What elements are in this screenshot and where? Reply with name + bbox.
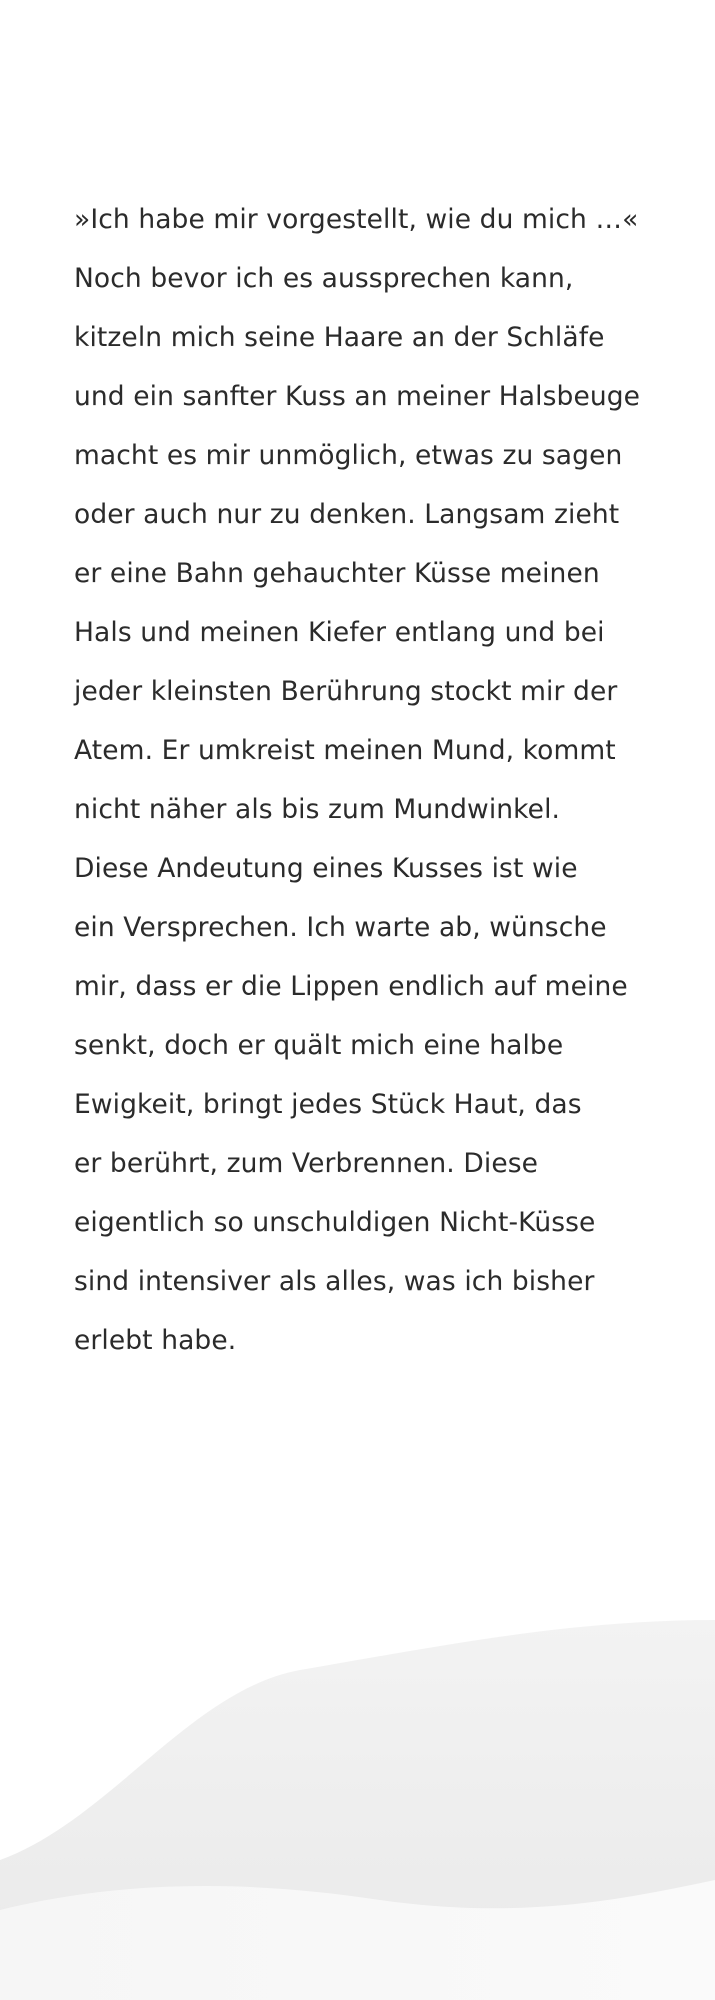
text-line: Hals und meinen Kiefer entlang und bei [74, 617, 605, 648]
text-line: eigentlich so unschuldigen Nicht-Küsse [74, 1207, 596, 1238]
text-line: Noch bevor ich es aussprechen kann, [74, 263, 574, 294]
text-line: oder auch nur zu denken. Langsam zieht [74, 499, 620, 530]
decorative-wave-background [0, 1580, 715, 2000]
text-line: Diese Andeutung eines Kusses ist wie [74, 853, 578, 884]
text-line: jeder kleinsten Berührung stockt mir der [74, 676, 618, 707]
text-line: sind intensiver als alles, was ich bisher [74, 1266, 595, 1297]
text-line: Ewigkeit, bringt jedes Stück Haut, das [74, 1089, 582, 1120]
text-line: nicht näher als bis zum Mundwinkel. [74, 794, 561, 825]
passage-text [74, 190, 694, 1370]
text-line: erlebt habe. [74, 1325, 237, 1356]
text-line: senkt, doch er quält mich eine halbe [74, 1030, 564, 1061]
text-line: er berührt, zum Verbrennen. Diese [74, 1148, 539, 1179]
text-line: ein Versprechen. Ich warte ab, wünsche [74, 912, 607, 943]
text-line: und ein sanfter Kuss an meiner Halsbeuge [74, 381, 641, 412]
text-line: kitzeln mich seine Haare an der Schläfe [74, 322, 605, 353]
text-line: er eine Bahn gehauchter Küsse meinen [74, 558, 600, 589]
text-line: mir, dass er die Lippen endlich auf meine [74, 971, 628, 1002]
text-line: Atem. Er umkreist meinen Mund, kommt [74, 735, 616, 766]
text-line: »Ich habe mir vorgestellt, wie du mich …« [74, 204, 639, 235]
text-line: macht es mir unmöglich, etwas zu sagen [74, 440, 623, 471]
